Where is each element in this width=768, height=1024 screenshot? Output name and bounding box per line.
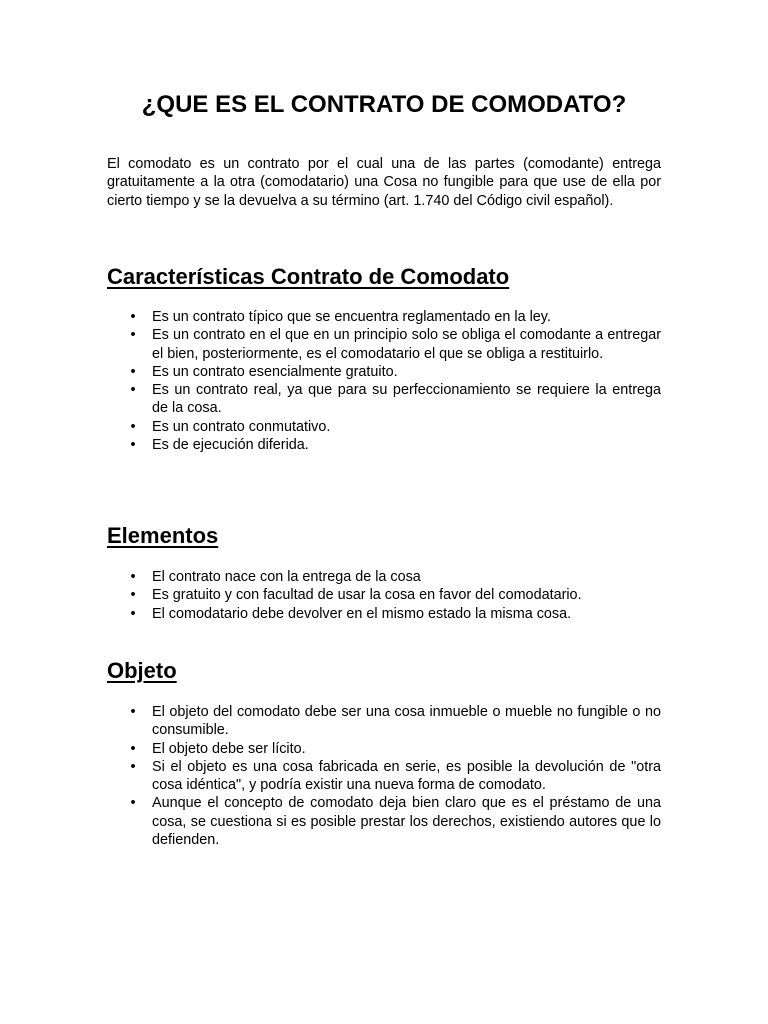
bullet-icon: • xyxy=(130,605,136,622)
section-heading-objeto: Objeto xyxy=(107,658,177,683)
bullet-icon: • xyxy=(130,740,136,757)
intro-paragraph: El comodato es un contrato por el cual una de las partes (comodante) entrega gratuitamente a la otra (comodatario) una Cosa no fungible para que use de ella por cierto tiempo y se la devuelva a su término (art. 1.740 del Código civil español). xyxy=(107,156,661,209)
list-item xyxy=(107,605,661,623)
list-item xyxy=(107,703,661,740)
list-item-text: El comodatario debe devolver en el mismo estado la misma cosa. xyxy=(152,605,572,622)
list-item-text: Aunque el concepto de comodato deja bien claro que es el préstamo de una cosa, se cuestiona si es posible prestar los derechos, existiendo autores que lo defienden. xyxy=(152,795,661,849)
elementos-list xyxy=(107,568,661,623)
list-item-text: Es un contrato esencialmente gratuito. xyxy=(152,363,398,380)
bullet-icon: • xyxy=(130,382,136,399)
list-item xyxy=(107,308,661,326)
list-item-text: El contrato nace con la entrega de la cosa xyxy=(152,569,421,585)
list-item xyxy=(107,758,661,795)
section-heading-caracteristicas: Características Contrato de Comodato xyxy=(107,264,510,289)
bullet-icon: • xyxy=(130,587,136,604)
list-item-text: Si el objeto es una cosa fabricada en serie, es posible la devolución de "otra cosa idéntica", y podría existir una nueva forma de comodato. xyxy=(152,758,661,794)
bullet-icon: • xyxy=(130,795,136,812)
list-item-text: Es gratuito y con facultad de usar la cosa en favor del comodatario. xyxy=(152,587,582,604)
list-item xyxy=(107,363,661,381)
list-item-text: El objeto debe ser lícito. xyxy=(152,740,306,757)
bullet-icon: • xyxy=(130,327,136,344)
bullet-icon: • xyxy=(130,418,136,435)
list-item-text: Es un contrato típico que se encuentra reglamentado en la ley. xyxy=(152,309,551,325)
document-title: ¿QUE ES EL CONTRATO DE COMODATO? xyxy=(141,91,627,118)
list-item xyxy=(107,794,661,849)
list-item xyxy=(107,740,661,758)
bullet-icon: • xyxy=(130,309,136,325)
list-item-text: Es de ejecución diferida. xyxy=(152,437,309,454)
objeto-list xyxy=(107,703,661,849)
list-item xyxy=(107,381,661,418)
section-heading-elementos: Elementos xyxy=(107,523,219,548)
bullet-icon: • xyxy=(130,569,136,585)
list-item xyxy=(107,586,661,604)
bullet-icon: • xyxy=(130,758,136,775)
list-item xyxy=(107,418,661,436)
list-item-text: El objeto del comodato debe ser una cosa inmueble o mueble no fungible o no consumible. xyxy=(152,704,661,739)
list-item xyxy=(107,436,661,454)
list-item-text: Es un contrato conmutativo. xyxy=(152,418,331,435)
list-item-text: Es un contrato real, ya que para su perfeccionamiento se requiere la entrega de la cosa. xyxy=(152,382,661,417)
bullet-icon: • xyxy=(130,437,136,454)
caracteristicas-list xyxy=(107,308,661,454)
list-item xyxy=(107,326,661,363)
list-item xyxy=(107,568,661,586)
bullet-icon: • xyxy=(130,704,136,720)
list-item-text: Es un contrato en el que en un principio solo se obliga el comodante a entregar el bien, posteriormente, es el comodatario el que se obliga a restituirlo. xyxy=(152,327,661,362)
bullet-icon: • xyxy=(130,363,136,380)
